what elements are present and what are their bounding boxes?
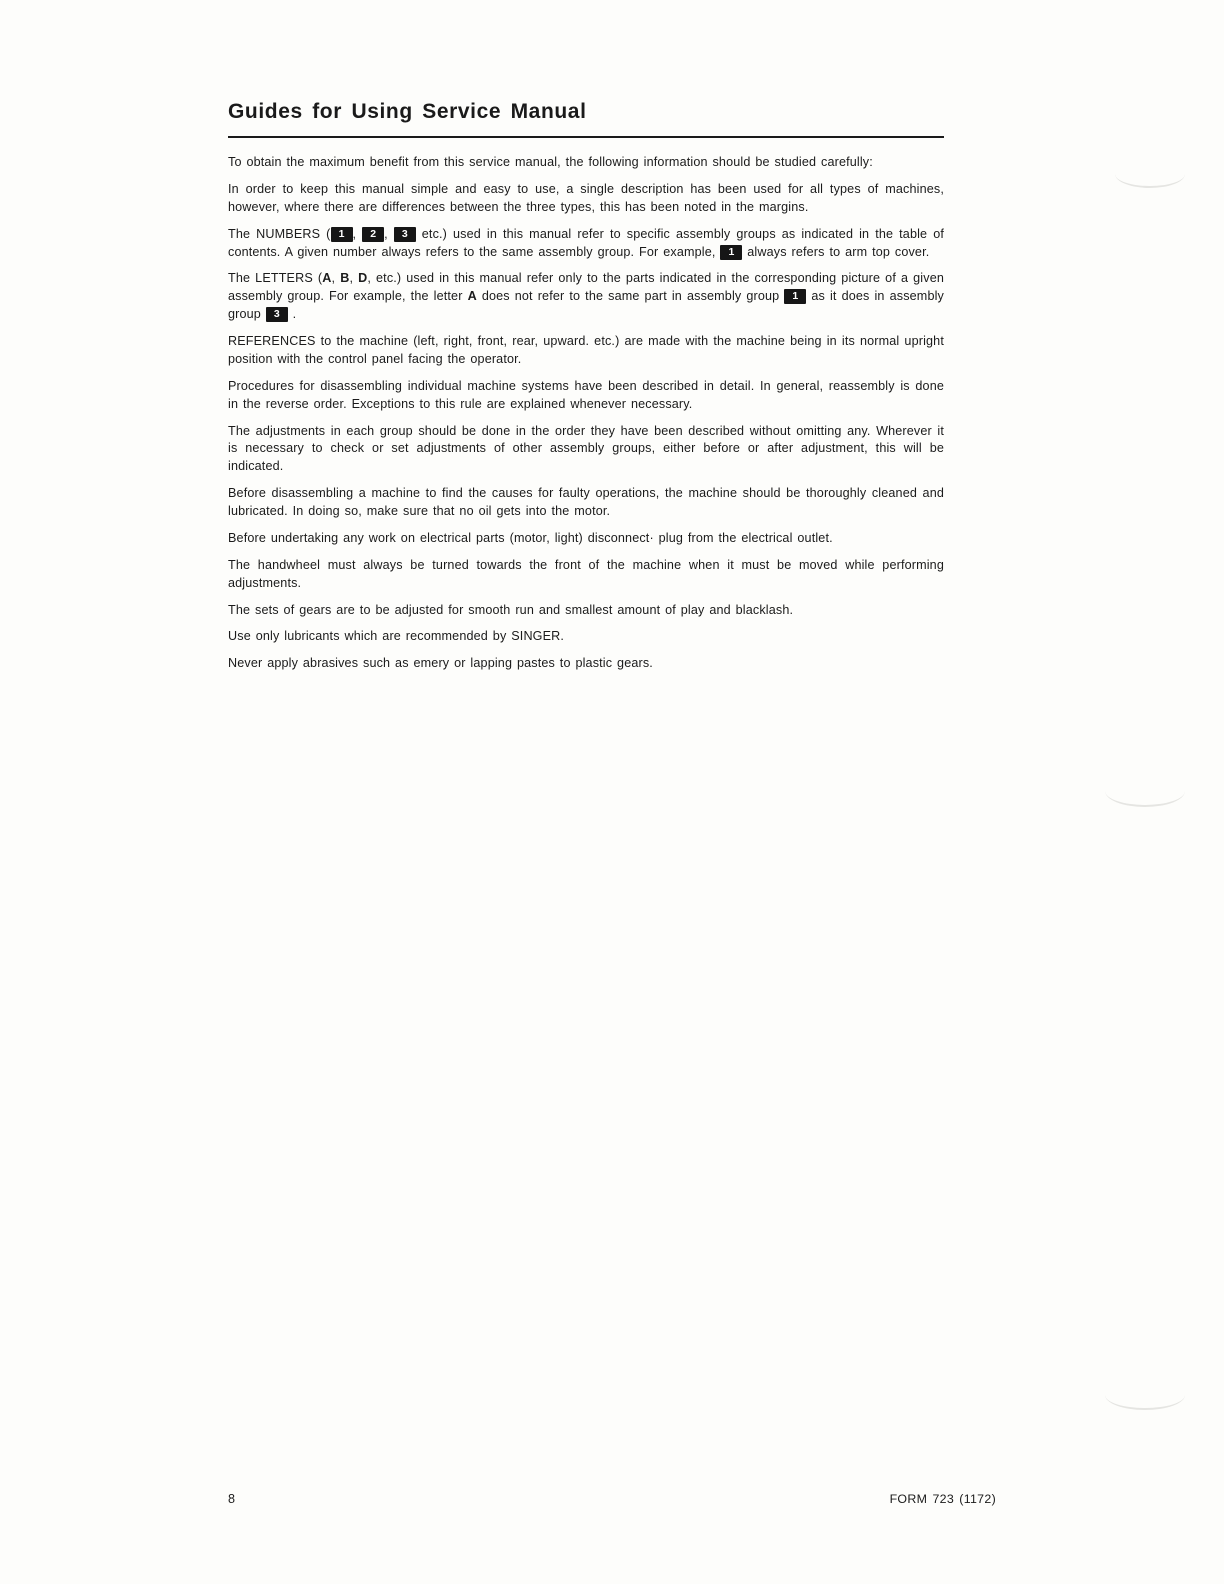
assembly-group-chip: 1	[784, 289, 806, 304]
scan-artifact	[1105, 775, 1185, 807]
paragraph-letters: The LETTERS (A, B, D, etc.) used in this manual refer only to the parts indicated in the corresponding picture of a given assembly group. For example, the letter A does not refer to the same part in assembly group 1 as it does in assembly group 3 .	[228, 271, 945, 322]
scan-artifact	[1115, 160, 1185, 188]
paragraph-references: REFERENCES to the machine (left, right, front, rear, upward. etc.) are made with the machine being in its normal upright position with the control panel facing the operator.	[228, 334, 944, 366]
paragraph-gears: The sets of gears are to be adjusted for smooth run and smallest amount of play and blacklash.	[228, 602, 794, 617]
assembly-group-chip: 2	[362, 227, 384, 242]
paragraph-adjustments-order: The adjustments in each group should be done in the order they have been described without omitting any. Wherever it is necessary to check or set adjustments of other assembly groups, either before or after adjustment, this will be indicated.	[228, 423, 944, 474]
page-title: Guides for Using Service Manual	[228, 100, 587, 123]
assembly-group-chip: 1	[720, 245, 742, 260]
paragraph-abrasives: Never apply abrasives such as emery or lapping pastes to plastic gears.	[228, 656, 653, 671]
letter-reference: B	[340, 271, 350, 286]
letter-reference: D	[358, 271, 368, 286]
title-divider	[228, 136, 944, 138]
paragraph-handwheel: The handwheel must always be turned towards the front of the machine when it must be moved while performing adjustments.	[228, 557, 944, 590]
scan-artifact	[1105, 1380, 1185, 1410]
letter-reference: A	[467, 289, 477, 304]
page-footer	[228, 1492, 996, 1506]
paragraph-single-description: In order to keep this manual simple and easy to use, a single description has been used for all types of machines, however, where there are differences between the three types, this has been noted in the margins.	[228, 181, 944, 214]
document-body	[228, 100, 944, 673]
assembly-group-chip: 3	[394, 227, 416, 242]
paragraph-numbers: The NUMBERS ( 1 , 2 , 3 etc.) used in this manual refer to specific assembly groups as indicated in the table of contents. A given number always refers to the same assembly group. For example, 1 always refers to arm top cover.	[228, 226, 944, 259]
paragraph-list	[228, 154, 944, 673]
assembly-group-chip: 3	[266, 307, 288, 322]
assembly-group-chip: 1	[331, 227, 353, 242]
page-number: 8	[228, 1492, 236, 1506]
paragraph-electrical: Before undertaking any work on electrical parts (motor, light) disconnect· plug from the electrical outlet.	[228, 530, 833, 545]
paragraph-intro: To obtain the maximum benefit from this service manual, the following information should be studied carefully:	[228, 155, 873, 169]
paragraph-cleaning: Before disassembling a machine to find the causes for faulty operations, the machine should be thoroughly cleaned and lubricated. In doing so, make sure that no oil gets into the motor.	[228, 486, 944, 518]
paragraph-disassembly: Procedures for disassembling individual machine systems have been described in detail. In general, reassembly is done in the reverse order. Exceptions to this rule are explained whenever necessary.	[228, 378, 944, 411]
paragraph-lubricants: Use only lubricants which are recommended by SINGER.	[228, 629, 565, 644]
letter-reference: A	[322, 271, 332, 286]
form-code: FORM 723 (1172)	[889, 1492, 996, 1506]
